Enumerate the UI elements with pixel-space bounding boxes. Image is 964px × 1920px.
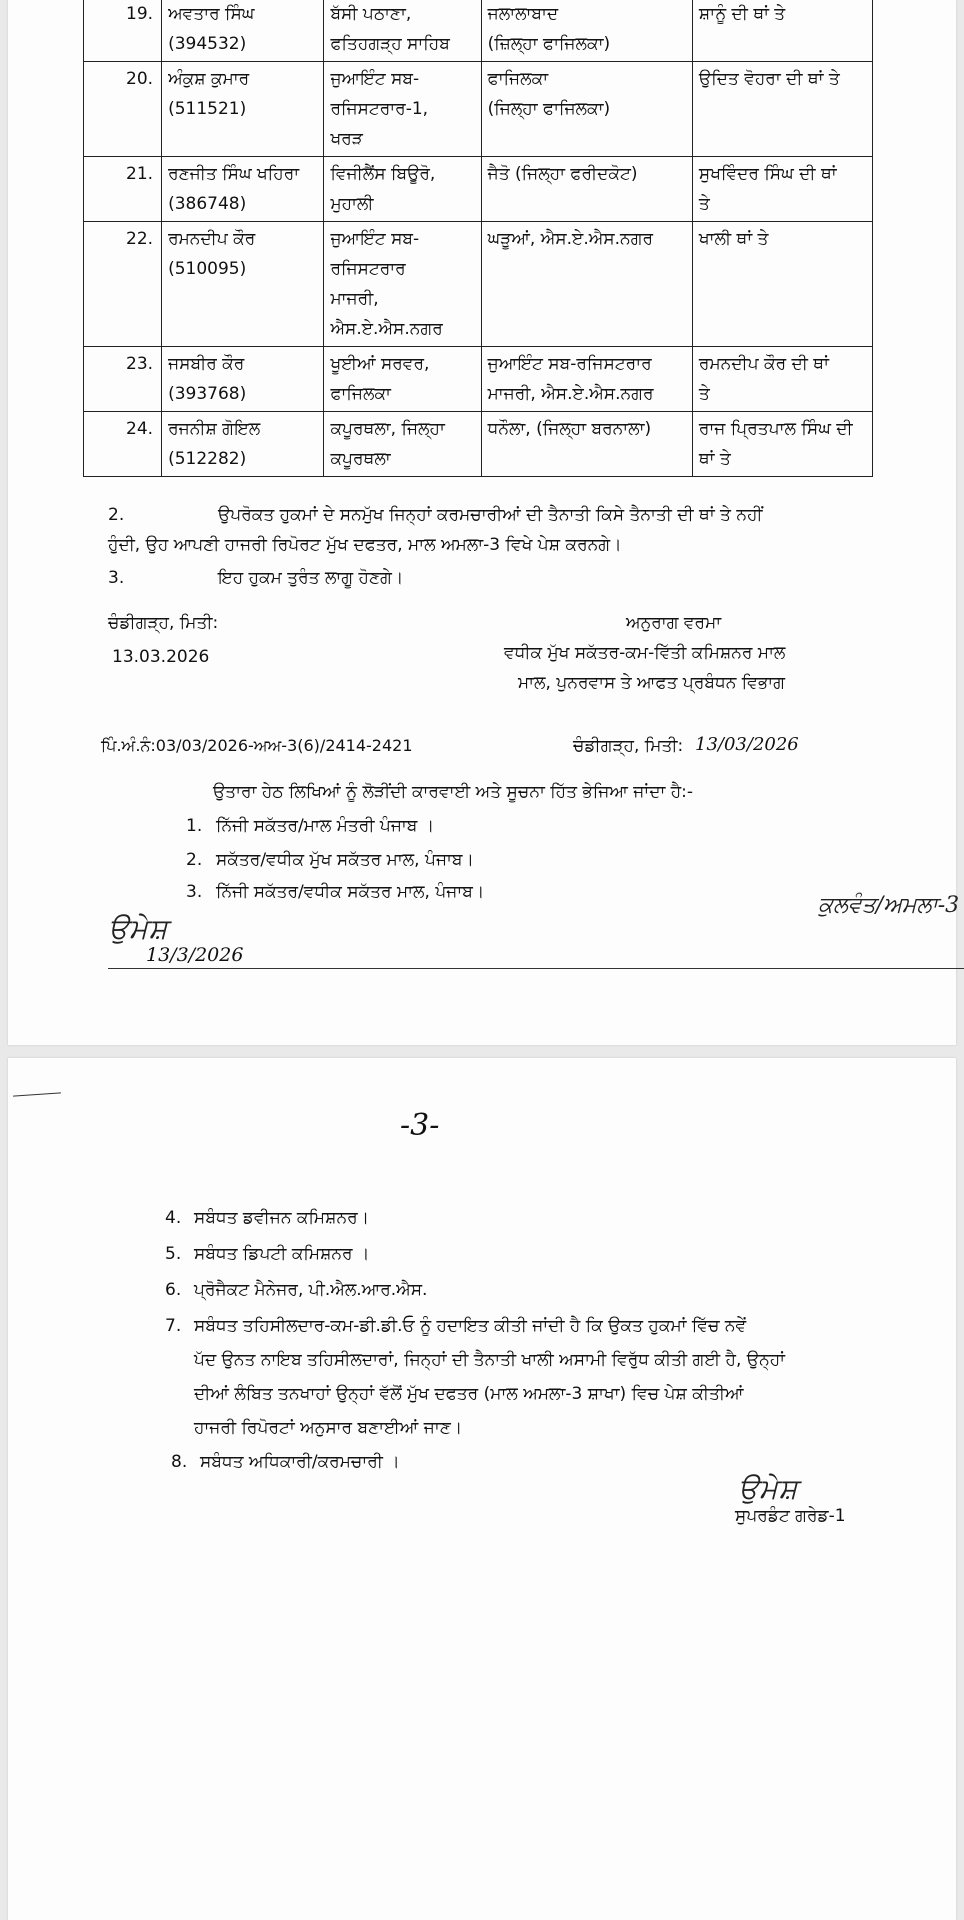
against-cell bbox=[692, 412, 872, 477]
bottom-rule bbox=[108, 968, 964, 969]
transfer-table-body bbox=[84, 0, 873, 477]
serial-number: 20. bbox=[126, 69, 154, 89]
against-post-line: ਤੇ bbox=[698, 384, 710, 404]
against-post-line: ਥਾਂ ਤੇ bbox=[698, 449, 731, 469]
employee-name: ਰਮਨਦੀਪ ਕੌਰ bbox=[168, 229, 256, 249]
against-cell bbox=[692, 0, 872, 62]
against-post-line: ਰਮਨਦੀਪ ਕੌਰ ਦੀ ਥਾਂ bbox=[698, 354, 829, 374]
document-page-2 bbox=[8, 1058, 956, 1920]
table-row bbox=[84, 222, 873, 347]
name-cell bbox=[162, 222, 324, 347]
employee-id: (511521) bbox=[168, 99, 247, 119]
to-station-line: (ਜ਼ਿਲ੍ਹਾ ਫਾਜਿਲਕਾ) bbox=[487, 34, 611, 54]
para-3-number: 3. bbox=[108, 568, 125, 588]
name-cell bbox=[162, 0, 324, 62]
para-2-line-1: ਉਪਰੋਕਤ ਹੁਕਮਾਂ ਦੇ ਸਨਮੁੱਖ ਜਿਨ੍ਹਾਂ ਕਰਮਚਾਰੀਆਂ ਦੀ ਤੈਨਾਤੀ ਕਿਸੇ ਤੈਨਾਤੀ ਦੀ ਥਾਂ ਤੇ ਨਹੀਂ bbox=[218, 505, 763, 525]
name-cell bbox=[162, 157, 324, 222]
against-cell bbox=[692, 62, 872, 157]
table-row bbox=[84, 0, 873, 62]
employee-name: ਅੰਕੁਸ਼ ਕੁਮਾਰ bbox=[168, 69, 250, 89]
serial-number: 23. bbox=[126, 354, 154, 374]
from-station-line: ਜੁਆਇੰਟ ਸਬ- bbox=[330, 229, 420, 249]
para-3-text: ਇਹ ਹੁਕਮ ਤੁਰੰਤ ਲਾਗੂ ਹੋਣਗੇ। bbox=[218, 568, 404, 588]
name-cell bbox=[162, 347, 324, 412]
superintendent-signature: ਉਮੇਸ਼ bbox=[738, 1472, 799, 1505]
to-station-line: ਧਨੌਲਾ, (ਜਿਲ੍ਹਾ ਬਰਨਾਲਾ) bbox=[487, 419, 652, 439]
copy-list-item-7-line-3: ਦੀਆਂ ਲੰਬਿਤ ਤਨਖਾਹਾਂ ਉਨ੍ਹਾਂ ਵੱਲੋਂ ਮੁੱਖ ਦਫਤਰ (ਮਾਲ ਅਮਲਾ-3 ਸ਼ਾਖਾ) ਵਿਚ ਪੇਸ਼ ਕੀਤੀਆਂ bbox=[194, 1384, 744, 1404]
copy-list-number-6: 6. bbox=[165, 1280, 182, 1300]
place-label: ਚੰਡੀਗੜ੍ਹ, ਮਿਤੀ: bbox=[108, 613, 219, 633]
from-station-line: ਰਜਿਸਟਰਾਰ bbox=[330, 259, 406, 279]
signatory-name: ਅਨੁਰਾਗ ਵਰਮਾ bbox=[626, 613, 722, 633]
to-cell bbox=[481, 0, 692, 62]
serial-cell bbox=[84, 222, 162, 347]
from-station-line: ਕਪੂਰਥਲਾ, ਜਿਲ੍ਹਾ bbox=[330, 419, 445, 439]
copy-list-item-7-line-4: ਹਾਜਰੀ ਰਿਪੋਰਟਾਂ ਅਨੁਸਾਰ ਬਣਾਈਆਂ ਜਾਣ। bbox=[194, 1418, 463, 1438]
from-cell bbox=[324, 62, 481, 157]
against-post-line: ਉਦਿਤ ਵੋਹਰਾ ਦੀ ਥਾਂ ਤੇ bbox=[698, 69, 840, 89]
employee-id: (510095) bbox=[168, 259, 247, 279]
from-cell bbox=[324, 222, 481, 347]
from-station-line: ਵਿਜੀਲੈਂਸ ਬਿਊਰੋ, bbox=[330, 164, 436, 184]
employee-name: ਜਸਬੀਰ ਕੌਰ bbox=[168, 354, 245, 374]
to-cell bbox=[481, 157, 692, 222]
table-row bbox=[84, 347, 873, 412]
endorsement-place-label: ਚੰਡੀਗੜ੍ਹ, ਮਿਤੀ: bbox=[573, 736, 684, 756]
copy-list-number-7: 7. bbox=[165, 1316, 182, 1336]
copy-list-item-6: ਪ੍ਰੋਜੈਕਟ ਮੈਨੇਜਰ, ਪੀ.ਐਲ.ਆਰ.ਐਸ. bbox=[194, 1280, 428, 1300]
from-station-line: ਫਤਿਹਗੜ੍ਹ ਸਾਹਿਬ bbox=[330, 34, 450, 54]
from-station-line: ਰਜਿਸਟਰਾਰ-1, bbox=[330, 99, 429, 119]
serial-cell bbox=[84, 412, 162, 477]
table-row bbox=[84, 62, 873, 157]
employee-name: ਅਵਤਾਰ ਸਿੰਘ bbox=[168, 4, 255, 24]
copy-list-number-5: 5. bbox=[165, 1244, 182, 1264]
serial-cell bbox=[84, 157, 162, 222]
to-station-line: ਮਾਜਰੀ, ਐਸ.ਏ.ਐਸ.ਨਗਰ bbox=[487, 384, 654, 404]
serial-number: 19. bbox=[126, 4, 154, 24]
serial-cell bbox=[84, 347, 162, 412]
from-cell bbox=[324, 412, 481, 477]
to-station-line: ਜਲਾਲਾਬਾਦ bbox=[487, 4, 559, 24]
to-station-line: ਜੁਆਇੰਟ ਸਬ-ਰਜਿਸਟਰਾਰ bbox=[487, 354, 652, 374]
to-station-line: (ਜਿਲ੍ਹਾ ਫਾਜਿਲਕਾ) bbox=[487, 99, 611, 119]
employee-name: ਰਜਨੀਸ਼ ਗੋਇਲ bbox=[168, 419, 261, 439]
copy-list-item-1: ਨਿੱਜੀ ਸਕੱਤਰ/ਮਾਲ ਮੰਤਰੀ ਪੰਜਾਬ । bbox=[216, 816, 435, 836]
para-2-number: 2. bbox=[108, 505, 125, 525]
transfer-table bbox=[83, 0, 873, 477]
handwritten-initials: ਉਮੇਸ਼ bbox=[108, 912, 169, 945]
copy-list-number-8: 8. bbox=[171, 1452, 188, 1472]
endorsement-reference: ਪਿੰ.ਅੰ.ਨੰ:03/03/2026-ਅਅ-3(6)/2414-2421 bbox=[101, 736, 413, 755]
against-cell bbox=[692, 347, 872, 412]
signatory-title-line-1: ਵਧੀਕ ਮੁੱਖ ਸਕੱਤਰ-ਕਮ-ਵਿੱਤੀ ਕਮਿਸ਼ਨਰ ਮਾਲ bbox=[504, 643, 786, 663]
from-station-line: ਖੂਈਆਂ ਸਰਵਰ, bbox=[330, 354, 430, 374]
para-2-line-2: ਹੁੰਦੀ, ਉਹ ਆਪਣੀ ਹਾਜਰੀ ਰਿਪੋਰਟ ਮੁੱਖ ਦਫਤਰ, ਮਾਲ ਅਮਲਾ-3 ਵਿਖੇ ਪੇਸ਼ ਕਰਨਗੇ। bbox=[108, 535, 622, 555]
employee-id: (512282) bbox=[168, 449, 247, 469]
to-station-line: ਜੈਤੋ (ਜਿਲ੍ਹਾ ਫਰੀਦਕੋਟ) bbox=[487, 164, 638, 184]
from-station-line: ਕਪੂਰਥਲਾ bbox=[330, 449, 391, 469]
from-station-line: ਮੁਹਾਲੀ bbox=[330, 194, 374, 214]
endorsement-date-handwritten: 13/03/2026 bbox=[695, 734, 799, 755]
from-station-line: ਬੱਸੀ ਪਠਾਣਾ, bbox=[330, 4, 412, 24]
page-number: -3- bbox=[400, 1108, 440, 1143]
copy-list-item-3: ਨਿੱਜੀ ਸਕੱਤਰ/ਵਧੀਕ ਸਕੱਤਰ ਮਾਲ, ਪੰਜਾਬ। bbox=[216, 882, 485, 902]
from-station-line: ਫਾਜਿਲਕਾ bbox=[330, 384, 391, 404]
to-cell bbox=[481, 347, 692, 412]
copy-list-number-1: 1. bbox=[186, 816, 203, 836]
employee-id: (393768) bbox=[168, 384, 247, 404]
against-cell bbox=[692, 222, 872, 347]
copy-list-number-4: 4. bbox=[165, 1208, 182, 1228]
from-station-line: ਖਰੜ bbox=[330, 129, 363, 149]
signatory-title-line-2: ਮਾਲ, ਪੁਨਰਵਾਸ ਤੇ ਆਫਤ ਪ੍ਰਬੰਧਨ ਵਿਭਾਗ bbox=[518, 673, 785, 693]
name-cell bbox=[162, 412, 324, 477]
to-cell bbox=[481, 62, 692, 157]
handwritten-dealing-note: ਕੁਲਵੰਤ/ਅਮਲਾ-3 bbox=[818, 893, 960, 918]
endorsement-intro: ਉਤਾਰਾ ਹੇਠ ਲਿਖਿਆਂ ਨੂੰ ਲੋੜੀਂਦੀ ਕਾਰਵਾਈ ਅਤੇ ਸੂਚਨਾ ਹਿੱਤ ਭੇਜਿਆ ਜਾਂਦਾ ਹੈ:- bbox=[213, 782, 694, 802]
serial-number: 22. bbox=[126, 229, 154, 249]
employee-id: (394532) bbox=[168, 34, 247, 54]
document-page-1 bbox=[8, 0, 960, 1045]
copy-list-item-5: ਸਬੰਧਤ ਡਿਪਟੀ ਕਮਿਸ਼ਨਰ । bbox=[194, 1244, 370, 1264]
serial-number: 24. bbox=[126, 419, 154, 439]
against-post-line: ਤੇ bbox=[698, 194, 710, 214]
from-cell bbox=[324, 157, 481, 222]
employee-name: ਰਣਜੀਤ ਸਿੰਘ ਖਹਿਰਾ bbox=[168, 164, 300, 184]
serial-number: 21. bbox=[126, 164, 154, 184]
from-cell bbox=[324, 0, 481, 62]
copy-list-item-4: ਸਬੰਧਤ ਡਵੀਜਨ ਕਮਿਸ਼ਨਰ। bbox=[194, 1208, 370, 1228]
from-station-line: ਜੁਆਇੰਟ ਸਬ- bbox=[330, 69, 420, 89]
copy-list-number-2: 2. bbox=[186, 850, 203, 870]
serial-cell bbox=[84, 0, 162, 62]
name-cell bbox=[162, 62, 324, 157]
copy-list-item-7-line-1: ਸਬੰਧਤ ਤਹਿਸੀਲਦਾਰ-ਕਮ-ਡੀ.ਡੀ.ਓ ਨੂੰ ਹਦਾਇਤ ਕੀਤੀ ਜਾਂਦੀ ਹੈ ਕਿ ਉਕਤ ਹੁਕਮਾਂ ਵਿੱਚ ਨਵੇਂ bbox=[194, 1316, 747, 1336]
copy-list-item-2: ਸਕੱਤਰ/ਵਧੀਕ ਮੁੱਖ ਸਕੱਤਰ ਮਾਲ, ਪੰਜਾਬ। bbox=[216, 850, 474, 870]
table-row bbox=[84, 157, 873, 222]
against-post-line: ਰਾਜ ਪ੍ਰਿਤਪਾਲ ਸਿੰਘ ਦੀ bbox=[698, 419, 853, 439]
against-post-line: ਖਾਲੀ ਥਾਂ ਤੇ bbox=[698, 229, 769, 249]
to-station-line: ਫਾਜਿਲਕਾ bbox=[487, 69, 549, 89]
against-cell bbox=[692, 157, 872, 222]
margin-mark bbox=[13, 1092, 61, 1096]
copy-list-number-3: 3. bbox=[186, 882, 203, 902]
employee-id: (386748) bbox=[168, 194, 247, 214]
from-station-line: ਐਸ.ਏ.ਐਸ.ਨਗਰ bbox=[330, 319, 443, 339]
to-cell bbox=[481, 222, 692, 347]
copy-list-item-7-line-2: ਪੱਦ ਉਨਤ ਨਾਇਬ ਤਹਿਸੀਲਦਾਰਾਂ, ਜਿਨ੍ਹਾਂ ਦੀ ਤੈਨਾਤੀ ਖਾਲੀ ਅਸਾਮੀ ਵਿਰੁੱਧ ਕੀਤੀ ਗਈ ਹੈ, ਉਨ੍ਹਾਂ bbox=[194, 1350, 785, 1370]
against-post-line: ਸੁਖਵਿੰਦਰ ਸਿੰਘ ਦੀ ਥਾਂ bbox=[698, 164, 837, 184]
against-post-line: ਸ਼ਾਨੂੰ ਦੀ ਥਾਂ ਤੇ bbox=[698, 4, 786, 24]
copy-list-item-8: ਸਬੰਧਤ ਅਧਿਕਾਰੀ/ਕਰਮਚਾਰੀ । bbox=[200, 1452, 400, 1472]
serial-cell bbox=[84, 62, 162, 157]
table-row bbox=[84, 412, 873, 477]
from-cell bbox=[324, 347, 481, 412]
from-station-line: ਮਾਜਰੀ, bbox=[330, 289, 379, 309]
to-station-line: ਘੜੂਆਂ, ਐਸ.ਏ.ਐਸ.ਨਗਰ bbox=[487, 229, 654, 249]
handwritten-initials-date: 13/3/2026 bbox=[146, 944, 244, 966]
to-cell bbox=[481, 412, 692, 477]
order-date: 13.03.2026 bbox=[112, 647, 210, 667]
superintendent-title: ਸੁਪਰਡੰਟ ਗਰੇਡ-1 bbox=[735, 1506, 846, 1526]
